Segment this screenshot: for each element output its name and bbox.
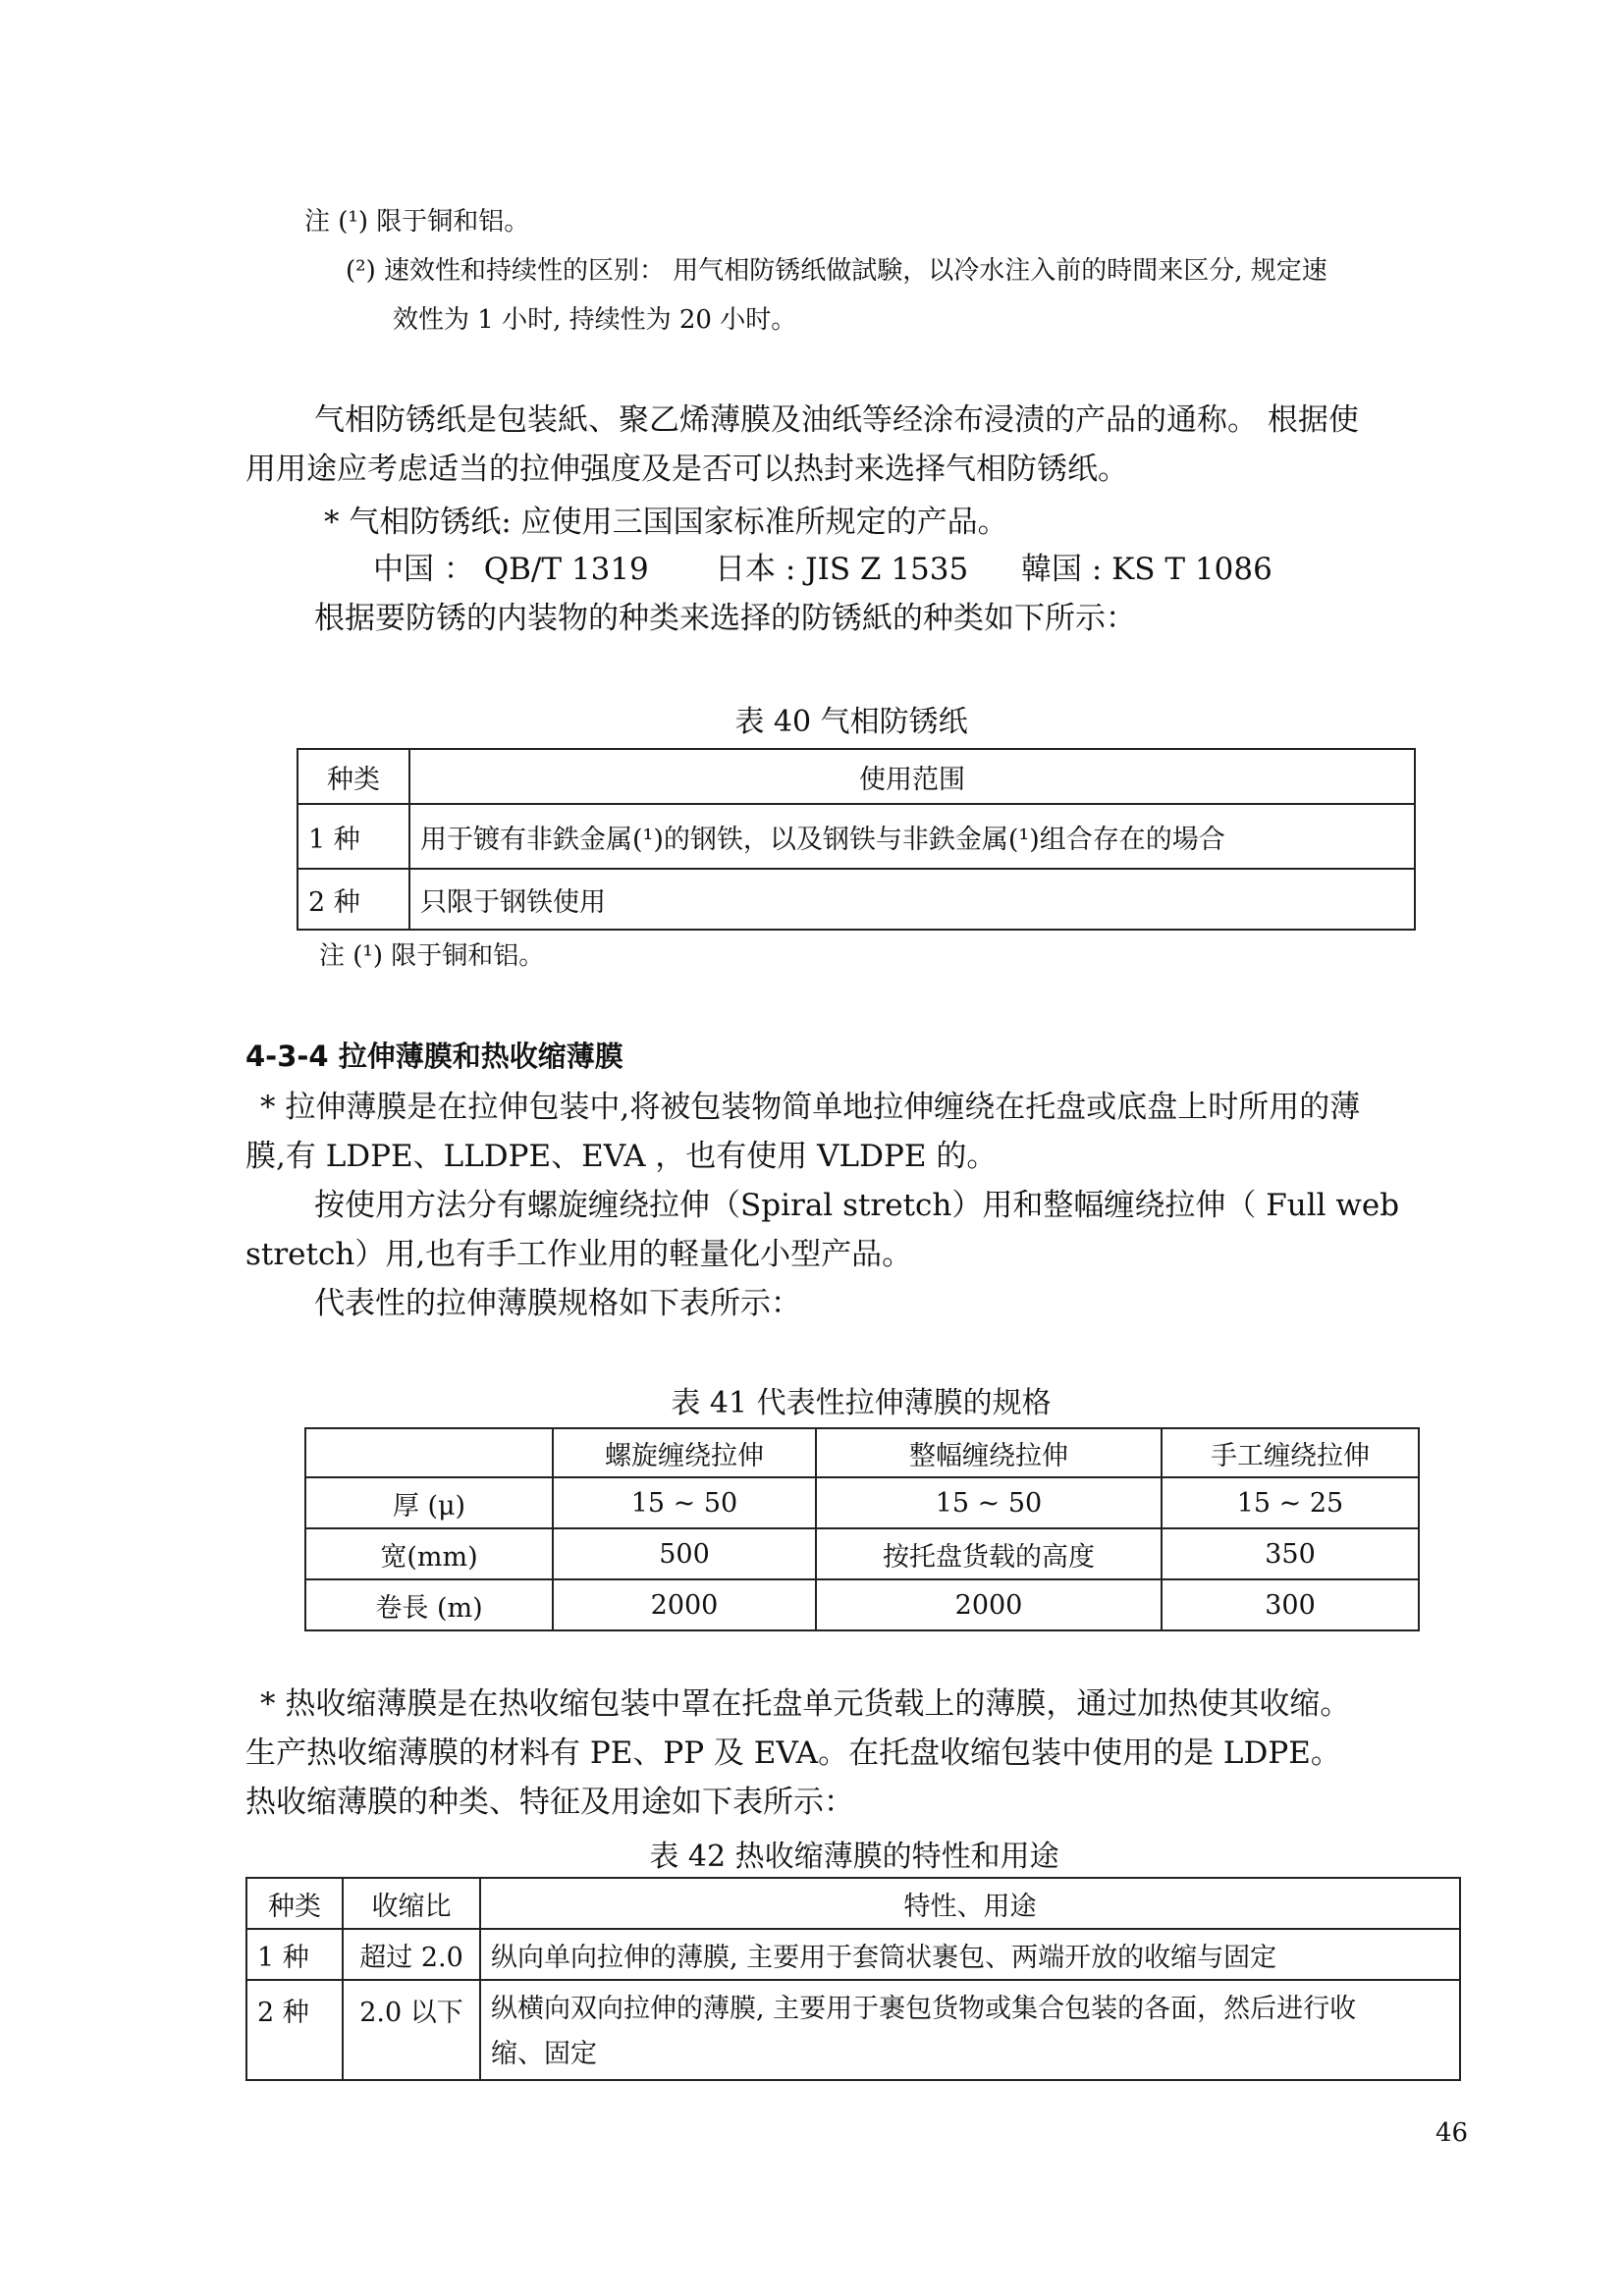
table-40 [297,748,1416,931]
table-cell: 2000 [816,1579,1162,1630]
table-42 [245,1877,1461,2081]
shrink-line-3: 热收缩薄膜的种类、特征及用途如下表所示： [245,1785,854,1820]
table-row [298,869,1415,930]
table-cell: 厚 (μ) [305,1477,553,1528]
table-40-caption: 表 40 气相防锈纸 [734,705,968,739]
table-cell: 15 ~ 50 [816,1477,1162,1528]
table-cell: 只限于钢铁使用 [409,869,1415,930]
note-2-line-2: 效性为 1 小时, 持续性为 20 小时。 [393,305,797,335]
table-cell-line: 纵横向双向拉伸的薄膜, 主要用于裹包货物或集合包装的各面，然后进行收 [491,1994,1357,2024]
intro-line-3: * 气相防锈纸: 应使用三国国家标准所规定的产品。 [324,505,1008,540]
table-cell: 2 种 [298,869,409,930]
table-41-caption: 表 41 代表性拉伸薄膜的规格 [671,1386,1052,1420]
table-40-note: 注 (¹) 限于铜和铝。 [319,941,545,971]
section-p1-line-1: * 拉伸薄膜是在拉伸包装中,将被包装物简单地拉伸缠绕在托盘或底盘上时所用的薄 [260,1090,1361,1125]
section-p1-line-2: 膜,有 LDPE、LLDPE、EVA ，也有使用 VLDPE 的。 [245,1139,998,1174]
shrink-line-2: 生产热收缩薄膜的材料有 PE、PP 及 EVA。在托盘收缩包装中使用的是 LDPE。 [245,1735,1341,1771]
table-41 [304,1427,1420,1631]
table-cell: 2 种 [246,1980,343,2080]
intro-line-5: 根据要防锈的内装物的种类来选择的防锈紙的种类如下所示： [314,601,1136,636]
table-header-row [298,749,1415,804]
standard-japan: 日本 : JIS Z 1535 [715,552,969,587]
table-cell: 按托盘货载的高度 [816,1528,1162,1579]
section-p2-line-2: stretch）用,也有手工作业用的軽量化小型产品。 [245,1237,913,1272]
table-row [298,804,1415,869]
intro-line-1: 气相防锈纸是包装紙、聚乙烯薄膜及油纸等经涂布浸渍的产品的通称。 根据使 [314,402,1359,438]
table-cell: 300 [1162,1579,1419,1630]
section-p2-line-1: 按使用方法分有螺旋缠绕拉伸（Spiral stretch）用和整幅缠绕拉伸（ Full web [314,1188,1400,1223]
table-header-cell: 种类 [246,1878,343,1929]
table-header-cell: 收缩比 [343,1878,480,1929]
standard-korea: 韓国 : KS T 1086 [1021,552,1272,587]
intro-line-2: 用用途应考虑适当的拉伸强度及是否可以热封来选择气相防锈纸。 [245,452,1128,487]
table-cell: 卷長 (m) [305,1579,553,1630]
section-p3: 代表性的拉伸薄膜规格如下表所示： [314,1286,801,1321]
table-header-cell: 整幅缠绕拉伸 [816,1428,1162,1477]
note-2-line-1: (²) 速效性和持续性的区别： 用气相防锈纸做試験，以冷水注入前的時間来区分, 规定速 [346,256,1327,286]
table-header-cell: 种类 [298,749,409,804]
table-cell: 1 种 [246,1929,343,1980]
table-header-row [246,1878,1460,1929]
table-cell: 用于镀有非鉄金属(¹)的钢铁，以及钢铁与非鉄金属(¹)组合存在的場合 [409,804,1415,869]
table-cell: 15 ~ 25 [1162,1477,1419,1528]
table-row [246,1980,1460,2080]
table-cell: 超过 2.0 [343,1929,480,1980]
note-1: 注 (¹) 限于铜和铝。 [304,207,530,237]
table-cell [480,1980,1460,2080]
table-header-cell: 手工缠绕拉伸 [1162,1428,1419,1477]
table-cell: 2000 [553,1579,816,1630]
table-header-cell: 特性、用途 [480,1878,1460,1929]
table-cell: 宽(mm) [305,1528,553,1579]
table-42-caption: 表 42 热收缩薄膜的特性和用途 [649,1840,1059,1874]
table-row [246,1929,1460,1980]
shrink-line-1: * 热收缩薄膜是在热收缩包装中罩在托盘单元货载上的薄膜，通过加热使其收缩。 [260,1686,1351,1722]
table-cell: 15 ~ 50 [553,1477,816,1528]
table-cell: 350 [1162,1528,1419,1579]
table-row [305,1579,1419,1630]
table-header-cell: 螺旋缠绕拉伸 [553,1428,816,1477]
standard-china: 中国 ： QB/T 1319 [373,552,649,587]
section-heading: 4-3-4 拉伸薄膜和热收缩薄膜 [245,1040,623,1073]
table-cell: 500 [553,1528,816,1579]
table-cell-line: 缩、固定 [491,2039,597,2069]
page-number: 46 [1435,2118,1469,2148]
table-header-row [305,1428,1419,1477]
table-cell: 纵向单向拉伸的薄膜, 主要用于套筒状裹包、两端开放的收缩与固定 [480,1929,1460,1980]
table-header-cell [305,1428,553,1477]
table-row [305,1477,1419,1528]
table-cell: 1 种 [298,804,409,869]
table-row [305,1528,1419,1579]
table-header-cell: 使用范围 [409,749,1415,804]
table-cell: 2.0 以下 [343,1980,480,2080]
